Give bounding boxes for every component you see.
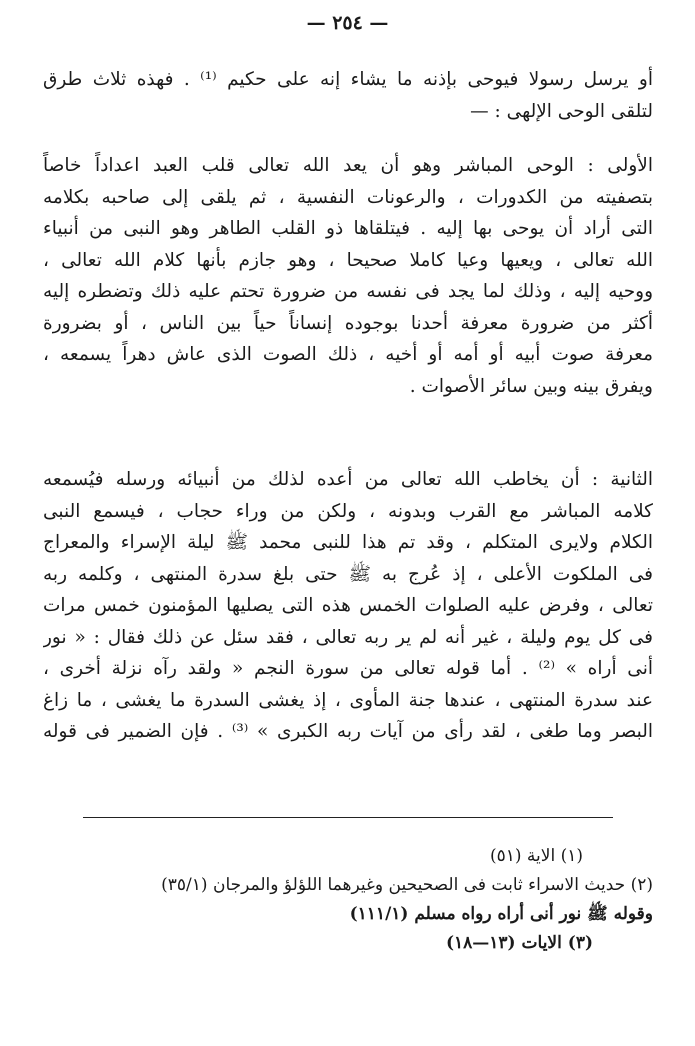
text-line: فى الملكوت الأعلى ، إذ عُرج به ﷺ حتى بلغ سدرة المنتهى ، وكلمه ربه xyxy=(43,563,653,585)
text-line: الأولى : الوحى المباشر وهو أن يعد الله تعالى قلب العبد اعداداً خاصاً xyxy=(43,155,653,176)
text-line: تعالى ، وفرض عليه الصلوات الخمس هذه التى يصليها المؤمنون خمس مرات xyxy=(43,595,653,616)
footnotes xyxy=(33,842,653,958)
footnote-3: (٣) الايات (١٣—١٨) xyxy=(445,933,593,953)
footnote-2-continuation: وقوله ﷺ نور أنى أراه رواه مسلم (١١١/١) xyxy=(349,904,653,924)
footnote-divider xyxy=(83,817,613,818)
text-line: التى أراد أن يوحى بها إليه . فيتلقاها ذو القلب الطاهر وهو النبى من أنبياء xyxy=(43,218,653,239)
paragraph-second-method xyxy=(43,464,653,748)
text-line: معرفة صوت أبيه أو أمه أو أخيه ، ذلك الصوت الذى عاش دهراً يسمعه ، xyxy=(43,344,653,365)
text-line: الكلام ولايرى المتكلم ، وقد تم هذا للنبى محمد ﷺ ليلة الإسراء والمعراج xyxy=(43,532,653,553)
text-line: عند سدرة المنتهى ، عندها جنة المأوى ، إذ يغشى السدرة ما يغشى ، ما زاغ xyxy=(43,689,653,711)
page-number: — ٢٥٤ — xyxy=(306,12,389,34)
footnote-1: (١) الاية (٥١) xyxy=(489,846,583,866)
text-line: الثانية : أن يخاطب الله تعالى من أعده لذلك من أنبيائه ورسله فيُسمعه xyxy=(43,469,653,490)
paragraph-intro xyxy=(43,64,653,127)
text-line: فى كل يوم وليلة ، غير أنه لم ير ربه تعالى ، فقد سئل عن ذلك فقال : « نور xyxy=(43,626,653,648)
text-line: ويفرق بينه وبين سائر الأصوات . xyxy=(409,375,653,397)
text-line: أو يرسل رسولا فيوحى بإذنه ما يشاء إنه على حكيم ⁽¹⁾ . فهذه ثلاث طرق xyxy=(43,69,653,90)
footnote-2: (٢) حديث الاسراء ثابت فى الصحيحين وغيرهما اللؤلؤ والمرجان (٣٥/١) xyxy=(161,875,653,895)
paragraph-first-method xyxy=(43,150,653,402)
text-line: لتلقى الوحى الإلهى : — xyxy=(470,100,653,122)
text-line: الله تعالى ، ويعيها وعيا كاملا صحيحا ، وهو جازم بأنها كلام الله تعالى ، xyxy=(43,249,653,271)
text-line: بتصفيته من الكدورات ، والرعونات النفسية ، ثم يلقى إلى صاحبه بكلامه xyxy=(43,186,653,208)
text-line: البصر وما طغى ، لقد رأى من آيات ربه الكبرى » ⁽³⁾ . فإن الضمير فى قوله xyxy=(43,721,653,742)
text-line: أكثر من ضرورة معرفة أحدنا بوجوده إنساناً حياً بين الناس ، أو بضرورة xyxy=(43,312,653,334)
text-line: أنى أراه » ⁽²⁾ . أما قوله تعالى من سورة النجم « ولقد رآه نزلة أخرى ، xyxy=(43,658,653,679)
text-line: كلامه المباشر مع القرب وبدونه ، ولكن من وراء حجاب ، فيسمع النبى xyxy=(43,500,653,522)
text-line: ووحيه إليه ، وذلك لما يجد فى نفسه من ضرورة تحتم عليه ذلك وتضطره إليه xyxy=(43,281,653,302)
